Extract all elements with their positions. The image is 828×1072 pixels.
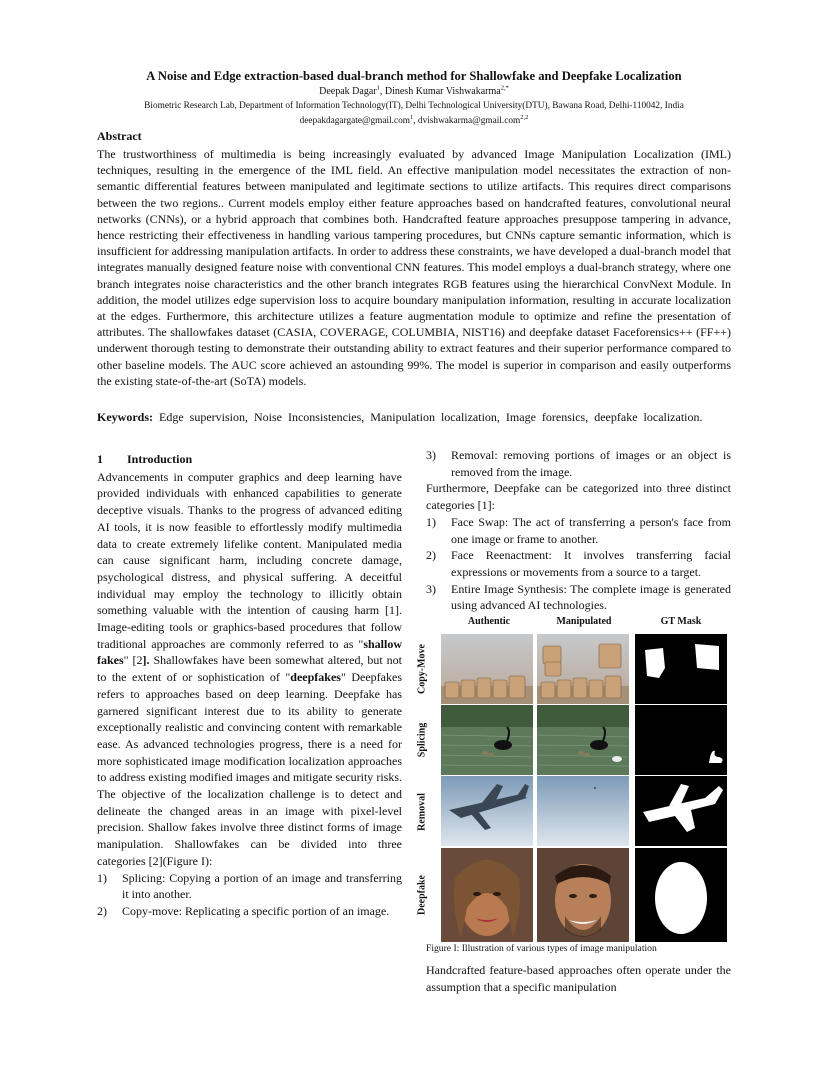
figure-image-mask	[635, 634, 727, 704]
text-run: "	[358, 636, 364, 651]
list-item	[97, 870, 402, 903]
figure-manipulation-examples	[413, 614, 731, 944]
figure-image-manipulated	[537, 705, 629, 775]
emphasis: deepfakes	[290, 670, 341, 685]
figure-image-manipulated	[537, 634, 629, 704]
figure-row-label-text: Copy-Move	[416, 644, 428, 694]
figure-row-label-text: Splicing	[416, 722, 428, 758]
paper-title: A Noise and Edge extraction-based dual-branch method for Shallowfake and Deepfake Localization	[146, 69, 682, 83]
paragraph-handcrafted: Handcrafted feature-based approaches often operate under the assumption that a specific manipulation	[426, 963, 731, 994]
keywords-label: Keywords:	[97, 410, 153, 424]
list-item	[426, 581, 731, 614]
list-text: Face Swap: The act of transferring a person's face from one image or frame to another.	[451, 514, 731, 546]
email: dvishwakarma@gmail.com	[417, 116, 521, 126]
keywords-text: Edge supervision, Noise Inconsistencies, Manipulation localization, Image forensics, deepfake localization.	[159, 410, 703, 424]
figure-image-manipulated	[537, 776, 629, 846]
list-item	[426, 547, 731, 580]
figure-row-label	[413, 848, 431, 942]
text-run: " Deepfakes refers to approaches based on deep learning. Deepfake has garnered significant interest due to its ability to generate exceptionally realistic and convincing content with remarkable ease. As advanced technologies progress, there is a need for more sophisticated image modification localization approaches to address existing modified images and mitigate security risks. The objective of the localization challenge is to detect and delineate the changed areas in an image with pixel-level precision. Shallow fakes involve three distinct forms of image manipulation. Shallowfakes can be divided into three categories [2](Figure I):	[97, 670, 402, 868]
intro-paragraph	[97, 469, 402, 870]
figure-image-authentic	[441, 705, 533, 775]
text-run: " [2	[123, 653, 143, 668]
section-heading	[97, 451, 402, 468]
list-number: 2)	[97, 903, 107, 918]
email-mark: 1	[410, 113, 414, 121]
text-run: Shallowfakes have been somewhat altered, but not to the extent of or sophistication of	[97, 653, 402, 685]
list-text: Copy-move: Replicating a specific portion of an image.	[122, 903, 390, 918]
author-separator: ,	[379, 86, 385, 97]
right-column	[426, 447, 731, 614]
figure-column-header: Manipulated	[556, 616, 612, 627]
list-text: Entire Image Synthesis: The complete image is generated using advanced AI technologies.	[451, 581, 731, 613]
list-text: Splicing: Copying a portion of an image and transferring it into another.	[122, 870, 402, 902]
deepfake-paragraph: Furthermore, Deepfake can be categorized into three distinct categories [1]:	[426, 481, 731, 513]
figure-image-mask	[635, 776, 727, 846]
list-text: Face Reenactment: It involves transferring facial expressions or movements from a source to a target.	[451, 548, 731, 579]
figure-caption: Figure I: Illustration of various types of image manipulation	[426, 943, 657, 954]
figure-image-mask	[635, 848, 727, 942]
figure-image-authentic	[441, 848, 533, 942]
list-number: 2)	[426, 548, 436, 563]
author-name: Dinesh Kumar Vishwakarma	[384, 86, 501, 97]
emphasis: shallow fakes	[97, 636, 402, 668]
email-mark: 2,2	[520, 113, 529, 121]
text-run: "	[285, 670, 291, 685]
author-affil-mark: 2,*	[500, 84, 509, 92]
figure-image-authentic	[441, 776, 533, 846]
list-number: 1)	[426, 514, 436, 529]
figure-image-mask	[635, 705, 727, 775]
figure-row-label	[413, 704, 431, 776]
email-line	[0, 113, 828, 126]
left-column	[97, 451, 402, 920]
list-item	[426, 514, 731, 547]
figure-row-label	[413, 776, 431, 848]
author-line	[0, 86, 828, 97]
emphasis: ].	[142, 653, 150, 668]
figure-row-label-text: Deepfake	[416, 875, 428, 915]
list-text: Removal: removing portions of images or an object is removed from the image.	[451, 448, 731, 479]
list-number: 1)	[97, 870, 107, 885]
figure-column-header: GT Mask	[660, 616, 702, 627]
figure-column-header: Authentic	[467, 616, 511, 627]
figure-row-label	[413, 634, 431, 704]
list-number: 3)	[426, 448, 436, 462]
figure-image-manipulated	[537, 848, 629, 942]
section-number: 1	[97, 452, 103, 466]
author-name: Deepak Dagar	[319, 86, 377, 97]
figure-row-label-text: Removal	[416, 793, 428, 831]
figure-image-authentic	[441, 634, 533, 704]
email-separator: ,	[413, 116, 418, 126]
author-affil-mark: 1	[376, 84, 380, 92]
section-title: Introduction	[127, 452, 193, 466]
list-number: 3)	[426, 581, 436, 596]
abstract-text: The trustworthiness of multimedia is being increasingly evaluated by advanced Image Manipulation Localization (IML) techniques, resulting in the emergence of the IML field. An effective manipulation model necessitates the extraction of non-semantic differential features between manipulated and legitimate sections to utilize artifacts. This requires direct comparisons between the two regions.. Current models employ either feature approaches based on handcrafted features, convolutional neural networks (CNNs), or a hybrid approach that combines both. Handcrafted feature approaches presuppose tampering in advance, hence restricting their effectiveness in handling various tampering procedures, but CNNs capture semantic information, which is insufficient for addressing manipulation artifacts. In order to address these constraints, we have developed a dual-branch model that integrates manually designed feature noise with conventional CNN features. This model employs a dual-branch strategy, where one branch integrates noise characteristics and the other branch integrates RGB features using the hierarchical ConvNext Module. In addition, the model utilizes edge supervision loss to acquire boundary manipulation information, resulting in accurate localization at the edges. Furthermore, this architecture utilizes a feature augmentation module to optimize and refine the presentation of attributes. The shallowfakes dataset (CASIA, COVERAGE, COLUMBIA, NIST16) and deepfake dataset Faceforensics++ (FF++) underwent thorough testing to demonstrate their outstanding ability to extract features and their superior performance compared to other baseline models. The AUC score achieved an astounding 99%. The model is superior in comparison and easily outperforms the existing state-of-the-art (SoTA) models.	[97, 147, 731, 388]
abstract-heading: Abstract	[97, 129, 142, 143]
affiliation: Biometric Research Lab, Department of Information Technology(IT), Delhi Technological University(DTU), Bawana Road, Delhi-110042, India	[144, 101, 684, 111]
list-item	[97, 903, 402, 920]
keywords	[97, 409, 731, 425]
list-item	[426, 447, 731, 480]
text-run: Advancements in computer graphics and deep learning have provided individuals with enhanced capabilities to generate deceptive visuals. Thanks to the progress of advanced editing AI tools, it is now feasible to effortlessly modify multimedia data to create extremely lifelike content. Manipulated media can cause significant harm, including concrete damage, psychological distress, and physical suffering. A deceitful individual may employ the technology to illicitly obtain something valuable with the intention of causing harm [1]. Image-editing tools or graphics-based procedures that follow traditional approaches are commonly referred to as	[97, 469, 402, 651]
email: deepakdagargate@gmail.com	[299, 116, 411, 126]
